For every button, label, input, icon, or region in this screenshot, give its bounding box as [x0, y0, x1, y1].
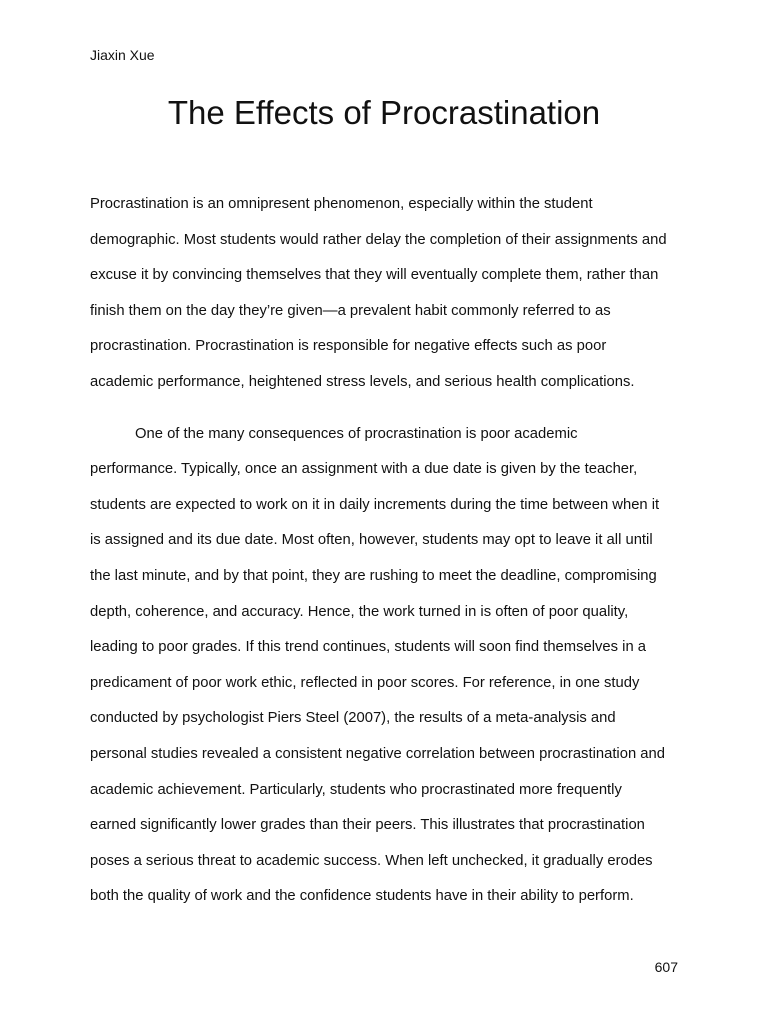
author-name: Jiaxin Xue — [90, 47, 155, 63]
text-line: leading to poor grades. If this trend continues, students will soon find themselves in a — [90, 639, 647, 656]
text-line: academic achievement. Particularly, students who procrastinated more frequently — [90, 781, 622, 798]
paragraph-academic-performance — [90, 417, 680, 915]
page-number: 607 — [654, 959, 678, 975]
text-line: both the quality of work and the confidence students have in their ability to perform. — [90, 888, 634, 905]
text-line: the last minute, and by that point, they are rushing to meet the deadline, compromising — [90, 567, 657, 584]
paragraph-intro — [90, 187, 680, 401]
text-line: predicament of poor work ethic, reflected in poor scores. For reference, in one study — [90, 674, 640, 691]
text-line: earned significantly lower grades than their peers. This illustrates that procrastination — [90, 817, 645, 834]
text-line: personal studies revealed a consistent negative correlation between procrastination and — [90, 745, 665, 762]
text-line: One of the many consequences of procrastination is poor academic — [135, 425, 578, 442]
text-line: depth, coherence, and accuracy. Hence, the work turned in is often of poor quality, — [90, 603, 629, 620]
text-line: excuse it by convincing themselves that they will eventually complete them, rather than — [90, 267, 659, 284]
text-line: is assigned and its due date. Most often, however, students may opt to leave it all until — [90, 532, 653, 549]
text-line: procrastination. Procrastination is responsible for negative effects such as poor — [90, 338, 607, 355]
text-line: performance. Typically, once an assignment with a due date is given by the teacher, — [90, 461, 638, 478]
text-line: demographic. Most students would rather delay the completion of their assignments and — [90, 231, 667, 248]
text-line: Procrastination is an omnipresent phenomenon, especially within the student — [90, 196, 593, 212]
text-line: students are expected to work on it in daily increments during the time between when it — [90, 496, 660, 513]
text-line: poses a serious threat to academic success. When left unchecked, it gradually erodes — [90, 852, 653, 869]
text-line: finish them on the day they’re given—a prevalent habit commonly referred to as — [90, 302, 611, 319]
text-line: conducted by psychologist Piers Steel (2007), the results of a meta-analysis and — [90, 710, 616, 727]
text-line: academic performance, heightened stress levels, and serious health complications. — [90, 373, 635, 390]
document-body — [90, 187, 680, 915]
page-title: The Effects of Procrastination — [167, 94, 601, 131]
